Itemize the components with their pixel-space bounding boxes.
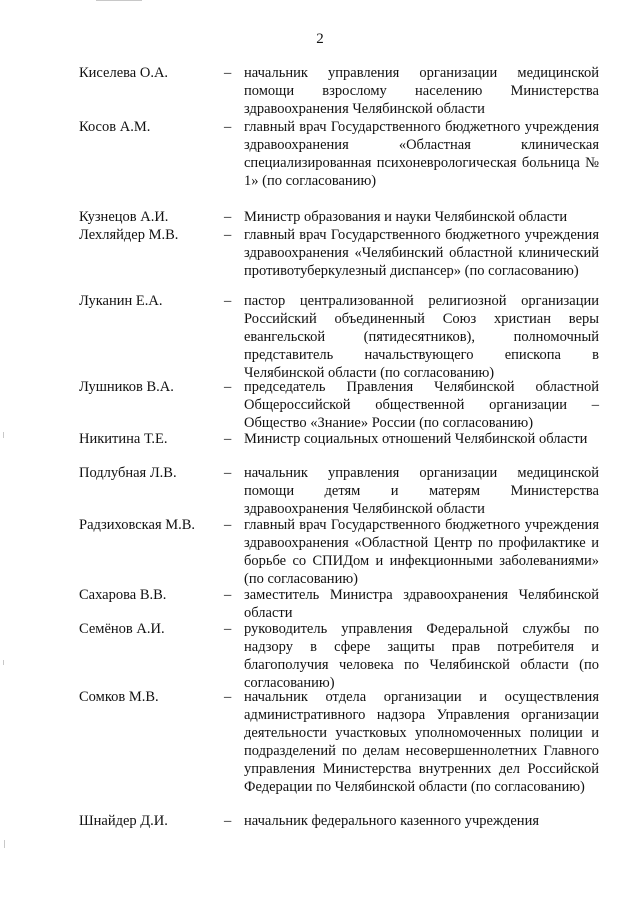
member-name: Лехляйдер М.В. (79, 227, 179, 243)
member-name: Лушников В.А. (79, 379, 174, 395)
dash: – (224, 293, 232, 309)
member-name: Никитина Т.Е. (79, 431, 168, 447)
dash: – (224, 431, 232, 447)
dash: – (224, 813, 232, 829)
member-name: Кузнецов А.И. (79, 209, 169, 225)
dash: – (224, 227, 232, 243)
member-position: начальник управления организации медицинской помощи детям и матерям Министерства здравоохранения Челябинской области (244, 465, 599, 517)
member-position: главный врач Государственного бюджетного учреждения здравоохранения «Областной Центр по профилактике и борьбе со СПИДом и инфекционными заболеваниями» (по согласованию) (244, 517, 599, 587)
member-position: начальник отдела организации и осуществления административного надзора Управления организации деятельности участковых уполномоченных полиции и подразделений по делам несовершеннолетних Главного управления Министерства внутренних дел Российской Федерации по Челябинской области (по согласованию) (244, 689, 599, 795)
page-number: 2 (316, 31, 324, 47)
scan-mark-left-1 (3, 432, 4, 438)
member-name: Подлубная Л.В. (79, 465, 177, 481)
member-name: Косов А.М. (79, 119, 151, 135)
member-position: начальник федерального казенного учреждения (244, 813, 539, 829)
member-name: Сомков М.В. (79, 689, 159, 705)
dash: – (224, 465, 232, 481)
dash: – (224, 65, 232, 81)
dash: – (224, 209, 232, 225)
member-name: Семёнов А.И. (79, 621, 165, 637)
member-position: пастор централизованной религиозной организации Российский объединенный Союз христиан веры евангельской (пятидесятников), полномочный представитель начальствующего епископа в Челябинской области (по согласованию) (244, 293, 599, 381)
member-name: Луканин Е.А. (79, 293, 163, 309)
member-position: председатель Правления Челябинской областной Общероссийской общественной организации – Общество «Знание» России (по согласованию) (244, 379, 599, 431)
member-position: главный врач Государственного бюджетного учреждения здравоохранения «Челябинский областной клинический противотуберкулезный диспансер» (по согласованию) (244, 227, 599, 279)
member-name: Радзиховская М.В. (79, 517, 196, 533)
member-name: Сахарова В.В. (79, 587, 167, 603)
scan-mark-left-3 (4, 840, 5, 848)
member-position: Министр образования и науки Челябинской области (244, 209, 568, 225)
dash: – (224, 517, 232, 533)
scan-mark-top (96, 0, 142, 1)
member-position: заместитель Министра здравоохранения Челябинской области (244, 587, 599, 621)
dash: – (224, 689, 232, 705)
member-position: руководитель управления Федеральной службы по надзору в сфере защиты прав потребителя и благополучия человека по Челябинской области (по согласованию) (244, 621, 599, 691)
dash: – (224, 379, 232, 395)
member-position: начальник управления организации медицинской помощи взрослому населению Министерства здравоохранения Челябинской области (244, 65, 599, 117)
dash: – (224, 621, 232, 637)
dash: – (224, 119, 232, 135)
member-position: главный врач Государственного бюджетного учреждения здравоохранения «Областная клиническая специализированная психоневрологическая больница № 1» (по согласованию) (244, 119, 599, 189)
scan-mark-left-2 (3, 660, 4, 665)
dash: – (224, 587, 232, 603)
member-name: Киселева О.А. (79, 65, 169, 81)
member-position: Министр социальных отношений Челябинской области (244, 431, 588, 447)
member-name: Шнайдер Д.И. (79, 813, 168, 829)
